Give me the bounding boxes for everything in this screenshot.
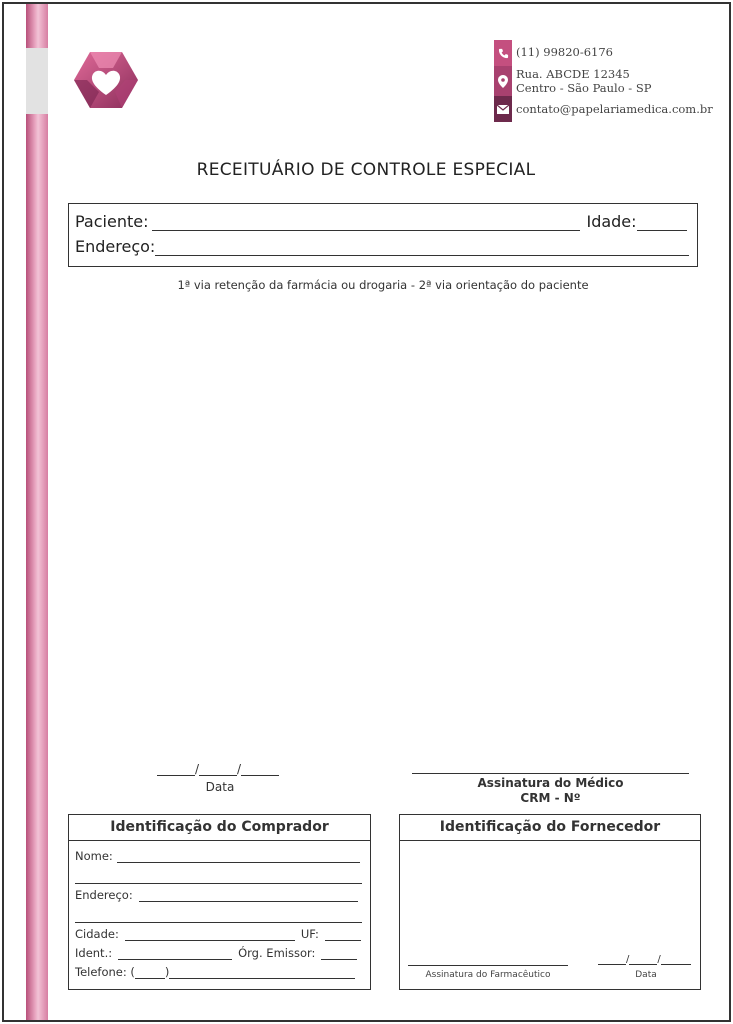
date-sep-1: / — [195, 762, 200, 776]
supplier-date-sep-1: / — [626, 954, 630, 965]
mail-icon — [497, 105, 509, 114]
address-row — [75, 237, 689, 256]
supplier-date-year-line[interactable] — [661, 953, 691, 965]
patient-row — [75, 212, 687, 231]
binding-strip — [26, 4, 48, 1020]
address-line[interactable] — [155, 237, 689, 256]
buyer-name-line[interactable] — [117, 850, 360, 863]
buyer-address-line-2[interactable] — [75, 910, 362, 923]
buyer-city-row — [75, 927, 361, 941]
supplier-date-fill — [598, 953, 691, 965]
date-day-line[interactable] — [157, 763, 195, 776]
binding-notch — [26, 48, 48, 114]
buyer-name-label: Nome: — [75, 849, 113, 863]
buyer-phone-line[interactable] — [169, 966, 355, 979]
contact-email: contato@papelariamedica.com.br — [516, 102, 713, 116]
buyer-header: Identificação do Comprador — [69, 815, 370, 841]
via-note: 1ª via retenção da farmácia ou drogaria - 2ª via orientação do paciente — [177, 278, 589, 292]
date-year-line[interactable] — [241, 763, 279, 776]
supplier-date-day-line[interactable] — [598, 953, 626, 965]
doctor-signature-label — [412, 776, 689, 806]
contact-address-line1: Rua. ABCDE 12345 — [516, 67, 630, 81]
buyer-address-label: Endereço: — [75, 888, 133, 902]
buyer-ident-row — [75, 946, 357, 960]
contact-icon-bar — [494, 40, 512, 122]
signature-title: Assinatura do Médico — [477, 776, 624, 790]
buyer-city-line[interactable] — [125, 928, 295, 941]
phone-icon — [498, 48, 509, 59]
buyer-address-row — [75, 888, 358, 902]
age-label: Idade: — [586, 212, 637, 231]
location-pin-icon — [498, 75, 508, 88]
heart-hexagon-logo-icon — [73, 50, 139, 110]
buyer-phone-label: Telefone: ( — [75, 965, 135, 979]
phone-icon-cell — [494, 40, 512, 66]
supplier-header: Identificação do Fornecedor — [400, 815, 700, 841]
contact-phone: (11) 99820-6176 — [516, 45, 613, 59]
buyer-name-line-2[interactable] — [75, 871, 362, 884]
pharmacist-signature-label: Assinatura do Farmacêutico — [425, 970, 551, 980]
buyer-address-row-2 — [75, 910, 362, 923]
buyer-phone-close: ) — [164, 965, 170, 979]
date-fill — [157, 762, 279, 776]
buyer-phone-row — [75, 965, 355, 979]
supplier-date-sep-2: / — [657, 954, 661, 965]
patient-box — [68, 203, 698, 267]
location-icon-cell — [494, 66, 512, 96]
buyer-uf-label: UF: — [300, 927, 319, 941]
buyer-name-row — [75, 849, 360, 863]
buyer-issuer-label: Órg. Emissor: — [238, 946, 316, 960]
supplier-box — [399, 814, 701, 990]
buyer-city-label: Cidade: — [75, 927, 119, 941]
supplier-date-label: Data — [635, 970, 657, 980]
mail-icon-cell — [494, 96, 512, 122]
buyer-name-row-2 — [75, 871, 362, 884]
doctor-signature-line[interactable] — [412, 773, 689, 774]
date-sep-2: / — [237, 762, 242, 776]
patient-label: Paciente: — [75, 212, 149, 231]
buyer-box — [68, 814, 371, 990]
buyer-phone-area-line[interactable] — [135, 966, 165, 979]
contact-address-line2: Centro - São Paulo - SP — [516, 81, 652, 95]
address-label: Endereço: — [75, 237, 156, 256]
page-title: RECEITUÁRIO DE CONTROLE ESPECIAL — [196, 160, 536, 180]
buyer-issuer-line[interactable] — [321, 947, 357, 960]
patient-line[interactable] — [152, 212, 580, 231]
age-line[interactable] — [637, 212, 687, 231]
date-label: Data — [205, 780, 235, 794]
buyer-address-line[interactable] — [139, 889, 358, 902]
buyer-ident-line[interactable] — [118, 947, 232, 960]
buyer-ident-label: Ident.: — [75, 946, 113, 960]
pharmacist-signature-line[interactable] — [408, 965, 568, 966]
crm-label: CRM - Nº — [520, 791, 581, 805]
date-month-line[interactable] — [199, 763, 237, 776]
supplier-date-month-line[interactable] — [629, 953, 657, 965]
buyer-uf-line[interactable] — [325, 928, 361, 941]
